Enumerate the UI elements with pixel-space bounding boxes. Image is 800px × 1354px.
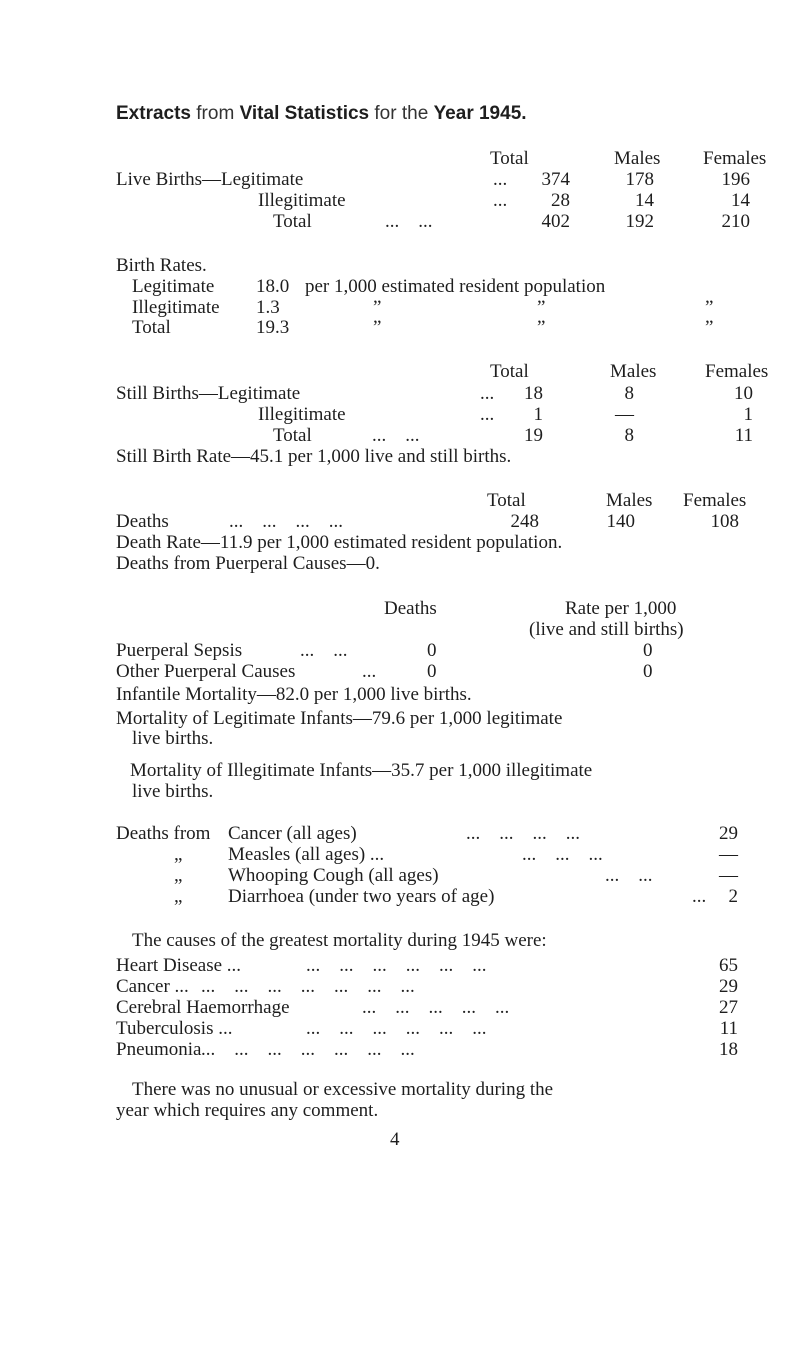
birth-rate-illegit-value: 1.3 [256, 297, 280, 318]
cause-label: Tuberculosis ... [116, 1018, 233, 1039]
cause-value: 27 [719, 997, 738, 1018]
cause-label: Diarrhoea (under two years of age) [228, 886, 495, 907]
cause-value: — [719, 844, 738, 865]
title-word: from [196, 103, 235, 124]
puerperal-deaths: Deaths from Puerperal Causes—0. [116, 553, 380, 574]
legit-infant-mortality: Mortality of Legitimate Infants—79.6 per 1,000 legitimate [116, 708, 563, 729]
col-header-rate-note: (live and still births) [529, 619, 684, 640]
still-total-males: 8 [624, 425, 634, 446]
ditto-mark: „ [174, 886, 183, 907]
still-total-females: 11 [734, 425, 753, 446]
still-legit-total: 18 [524, 383, 543, 404]
cause-value: 29 [719, 823, 738, 844]
cause-value: 65 [719, 955, 738, 976]
row-dots: ... ... ... ... [229, 511, 343, 532]
title-word: the [401, 103, 429, 124]
illegit-infant-mortality-cont: live births. [132, 781, 214, 802]
col-header-males: Males [610, 361, 657, 382]
comment-line: year which requires any comment. [116, 1100, 379, 1121]
still-illegit-males: — [615, 404, 634, 425]
cause-value: 29 [719, 976, 738, 997]
birth-rate-legit-label: Legitimate [132, 276, 215, 297]
cause-label: Measles (all ages) ... [228, 844, 385, 865]
ditto-mark: ” [537, 297, 546, 318]
ditto-mark: ” [373, 297, 382, 318]
row-dots: ... ... [372, 425, 420, 446]
live-illegit-females: 14 [731, 190, 750, 211]
row-dots: ... [480, 383, 495, 404]
comment-line: There was no unusual or excessive mortality during the [132, 1079, 554, 1100]
still-total-label: Total [273, 425, 312, 446]
live-total-males: 192 [625, 211, 654, 232]
birth-rate-total-label: Total [132, 317, 171, 338]
live-legit-total: 374 [541, 169, 570, 190]
cause-value: 11 [719, 1018, 738, 1039]
cause-label: Cerebral Haemorrhage [116, 997, 290, 1018]
col-header-females: Females [683, 490, 747, 511]
puerperal-sepsis-deaths: 0 [427, 640, 437, 661]
still-illegit-females: 1 [743, 404, 753, 425]
live-total-females: 210 [721, 211, 750, 232]
row-dots: ... ... [605, 865, 653, 886]
birth-rate-legit-value: 18.0 [256, 276, 290, 297]
live-births-label: Live Births—Legitimate [116, 169, 304, 190]
col-header-deaths: Deaths [384, 598, 437, 619]
ditto-mark: ” [373, 317, 382, 338]
row-dots: ... ... [385, 211, 433, 232]
cause-value: 2 [728, 886, 738, 907]
other-puerperal-rate: 0 [643, 661, 653, 682]
row-dots: ... ... ... ... ... [362, 997, 510, 1018]
cause-label: Cancer ... [116, 976, 189, 997]
row-dots: ... [493, 190, 508, 211]
live-total-total: 402 [541, 211, 570, 232]
still-legit-males: 8 [624, 383, 634, 404]
row-dots: ... ... ... [522, 844, 603, 865]
cause-value: — [719, 865, 738, 886]
col-header-rate: Rate per 1,000 [565, 598, 677, 619]
cause-prefix: Deaths from [116, 823, 211, 844]
row-dots: ... [692, 886, 707, 907]
cause-label: Pneumonia [116, 1039, 202, 1060]
live-illegit-total: 28 [551, 190, 570, 211]
other-puerperal-label: Other Puerperal Causes [116, 661, 296, 682]
birth-rate-illegit-label: Illegitimate [132, 297, 220, 318]
still-legit-females: 10 [734, 383, 753, 404]
deaths-females: 108 [710, 511, 739, 532]
live-legit-males: 178 [625, 169, 654, 190]
row-dots: ... ... [300, 640, 348, 661]
col-header-females: Females [705, 361, 769, 382]
still-illegit-total: 1 [533, 404, 543, 425]
row-dots: ... ... ... ... ... ... ... [201, 1039, 415, 1060]
puerperal-sepsis-label: Puerperal Sepsis [116, 640, 243, 661]
title-word: Extracts [116, 103, 191, 124]
col-header-total: Total [487, 490, 526, 511]
col-header-males: Males [606, 490, 653, 511]
still-illegit-label: Illegitimate [258, 404, 346, 425]
row-dots: ... [493, 169, 508, 190]
deaths-label: Deaths [116, 511, 169, 532]
page-number: 4 [390, 1129, 400, 1150]
live-illegit-males: 14 [635, 190, 654, 211]
cause-label: Whooping Cough (all ages) [228, 865, 439, 886]
page-title [116, 104, 527, 123]
ditto-mark: „ [174, 865, 183, 886]
title-word: Vital Statistics [239, 103, 370, 124]
ditto-mark: „ [174, 844, 183, 865]
still-births-label: Still Births—Legitimate [116, 383, 301, 404]
row-dots: ... [362, 661, 377, 682]
row-dots: ... ... ... ... ... ... [306, 955, 487, 976]
title-word: Year 1945. [433, 103, 527, 124]
illegit-infant-mortality: Mortality of Illegitimate Infants—35.7 per 1,000 illegitimate [130, 760, 593, 781]
ditto-mark: ” [705, 297, 714, 318]
cause-label: Heart Disease ... [116, 955, 242, 976]
greatest-mortality-heading: The causes of the greatest mortality during 1945 were: [132, 930, 547, 951]
col-header-males: Males [614, 148, 661, 169]
death-rate: Death Rate—11.9 per 1,000 estimated resident population. [116, 532, 563, 553]
birth-rate-total-value: 19.3 [256, 317, 290, 338]
birth-rates-heading: Birth Rates. [116, 255, 207, 276]
live-illegit-label: Illegitimate [258, 190, 346, 211]
ditto-mark: ” [537, 317, 546, 338]
deaths-total: 248 [510, 511, 539, 532]
live-legit-females: 196 [721, 169, 750, 190]
row-dots: ... [480, 404, 495, 425]
deaths-males: 140 [606, 511, 635, 532]
legit-infant-mortality-cont: live births. [132, 728, 214, 749]
cause-label: Cancer (all ages) [228, 823, 357, 844]
still-birth-rate: Still Birth Rate—45.1 per 1,000 live and still births. [116, 446, 512, 467]
row-dots: ... ... ... ... ... ... [306, 1018, 487, 1039]
ditto-mark: ” [705, 317, 714, 338]
live-total-label: Total [273, 211, 312, 232]
row-dots: ... ... ... ... ... ... ... [201, 976, 415, 997]
infantile-mortality: Infantile Mortality—82.0 per 1,000 live births. [116, 684, 472, 705]
col-header-total: Total [490, 148, 529, 169]
puerperal-sepsis-rate: 0 [643, 640, 653, 661]
other-puerperal-deaths: 0 [427, 661, 437, 682]
row-dots: ... ... ... ... [466, 823, 580, 844]
cause-value: 18 [719, 1039, 738, 1060]
title-word: for [374, 103, 397, 124]
birth-rate-legit-text: per 1,000 estimated resident population [305, 276, 606, 297]
still-total-total: 19 [524, 425, 543, 446]
col-header-total: Total [490, 361, 529, 382]
col-header-females: Females [703, 148, 767, 169]
